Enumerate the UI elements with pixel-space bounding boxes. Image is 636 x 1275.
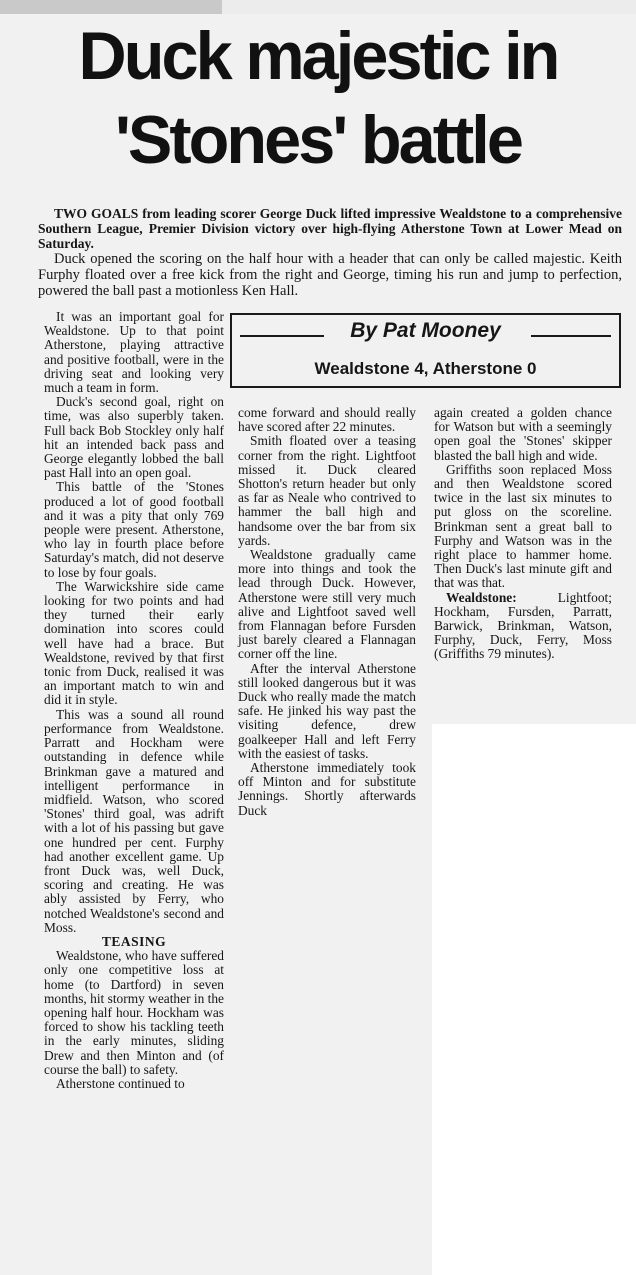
paragraph: Duck's second goal, right on time, was also superbly taken. Full back Bob Stockley only half hit an intended back pass and George elegantly lobbed the ball past Hall into an open goal. [44,394,224,481]
headline [6,14,629,182]
headline-line-2: 'Stones' battle [114,102,522,178]
paragraph: Atherstone immediately took off Minton and for substitute Jennings. Shortly afterwards Duck [238,760,416,818]
top-scan-strip [0,0,222,14]
article-column-1 [44,310,224,1091]
byline-rule-right [531,335,611,337]
lead-section [38,206,622,299]
team-lineup [434,591,612,662]
headline-line-1: Duck majestic in [78,18,558,94]
lead-paragraph-2: Duck opened the scoring on the half hour with a header that can only be called majestic. Keith Furphy floated over a free kick from the right and George, timing his run and jump to perfection, powered the ball past a motionless Ken Hall. [38,251,622,299]
article-column-3 [434,406,612,662]
paragraph: Wealdstone, who have suffered only one competitive loss at home (to Dartford) in seven months, hit stormy weather in the opening half hour. Hockham was forced to show his tackling teeth in the early minutes, sliding Drew and then Minton and (of course the ball) to safety. [44,948,225,1077]
paragraph: Atherstone continued to [56,1075,185,1091]
paragraph: Smith floated over a teasing corner from the right. Lightfoot missed it. Duck cleared Shotton's return header but only as far as Neale who contrived to hammer the ball high and handsome over the bar from six yards. [238,433,416,548]
team-list: Lightfoot; Hockham, Fursden, Parratt, Barwick, Brinkman, Watson, Furphy, Duck, Ferry, Moss (Griffiths 79 minutes). [434,589,612,662]
paragraph: The Warwickshire side came looking for two points and had they turned their early domination into scores could well have had a brace. But Wealdstone, revived by that first tonic from Duck, realised it was an important match to win and did it in style. [44,578,224,708]
byline-box [230,313,621,388]
paragraph: Griffiths soon replaced Moss and then Wealdstone scored twice in the last six minutes to put gloss on the scoreline. Brinkman sent a great ball to Furphy and Watson was in the right place to hammer home. Then Duck's last minute gift and that was that. [434,461,612,591]
team-label: Wealdstone: [446,589,517,605]
paragraph: This was a sound all round performance from Wealdstone. Parratt and Hockham were outstanding in defence while Brinkman gave a matured and intelligent performance in midfield. Watson, who scored 'Stones' third goal, was adrift with a lot of his passing but gave one hundred per cent. Furphy had another excellent game. Up front Duck was, well Duck, scoring and creating. He was ably assisted by Ferry, who notched Wealdstone's second and Moss. [44,706,224,935]
blank-margin [432,724,636,1275]
lead-paragraph: TWO GOALS from leading scorer George Duck lifted impressive Wealdstone to a comprehensive Southern League, Premier Division victory over high-flying Atherstone Town at Lower Mead on Saturday. [38,206,622,251]
paragraph: This battle of the 'Stones produced a lot of good football and it was a pity that only 769 people were present. Atherstone, who lay in fourth place before Saturday's match, did not deserve to lose by four goals. [44,479,224,580]
byline-author: By Pat Mooney [350,319,501,342]
subheading: TEASING [101,933,167,949]
paragraph: After the interval Atherstone still looked dangerous but it was Duck who really made the match safe. He jinked his way past the visiting defence, drew goalkeeper Hall and left Ferry with the easiest of tasks. [238,660,416,761]
paragraph: again created a golden chance for Watson but with a seemingly open goal the 'Stones' skipper blasted the ball high and wide. [434,405,612,463]
paragraph: Wealdstone gradually came more into things and took the lead through Duck. However, Atherstone were still very much alive and Lightfoot saved well from Flannagan before Fursden just barely cleared a Flannagan corner off the line. [238,547,416,662]
top-scan-strip-light [222,0,636,14]
match-score: Wealdstone 4, Atherstone 0 [314,359,537,378]
article-column-2 [238,406,416,818]
paragraph: come forward and should really have scored after 22 minutes. [238,405,416,435]
paragraph: It was an important goal for Wealdstone. Up to that point Atherstone, playing attractive and positive football, were in the driving seat and looking very much a team in form. [44,309,224,396]
